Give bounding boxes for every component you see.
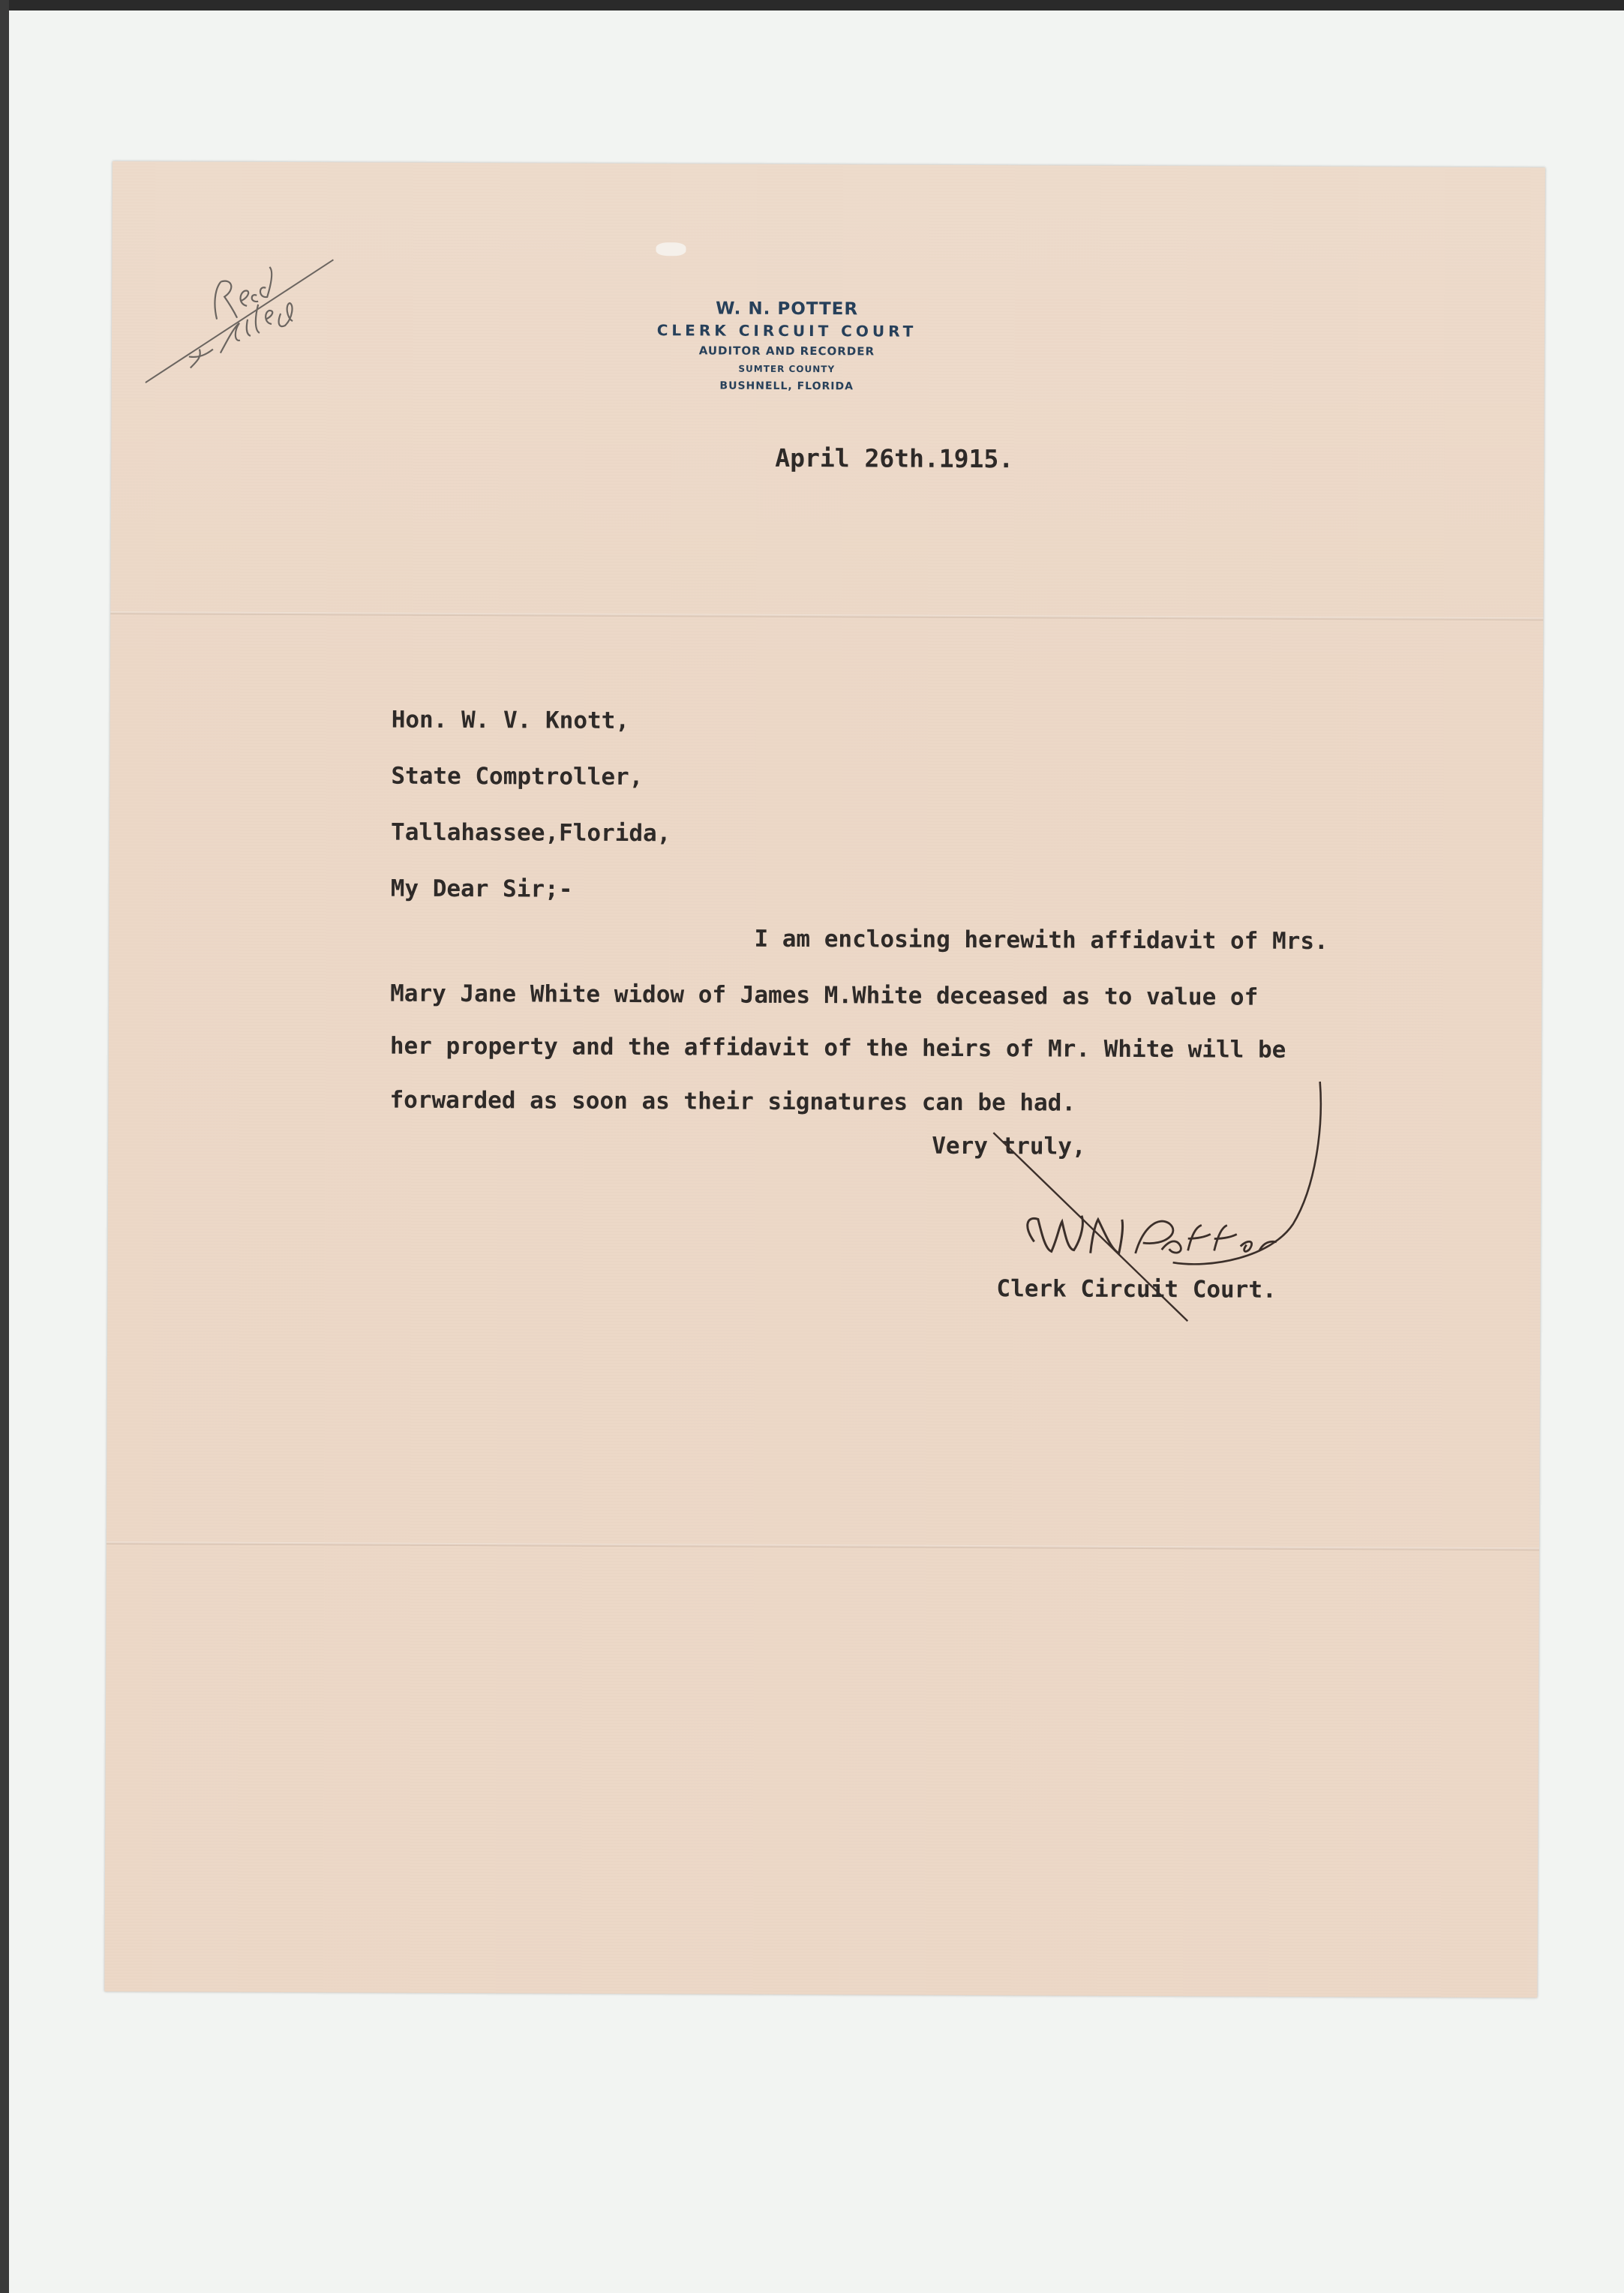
body-line: I am enclosing herewith affidavit of Mrs.	[754, 925, 1328, 956]
signature-n	[1091, 1220, 1123, 1253]
closing: Very truly,	[932, 1132, 1086, 1160]
signature-w	[1028, 1215, 1083, 1251]
body-line: her property and the affidavit of the heirs of Mr. White will be	[389, 1032, 1286, 1064]
letter-paper	[104, 161, 1545, 1997]
letterhead-name: W. N. POTTER	[716, 299, 859, 320]
letter-date: April 26th.1915.	[775, 443, 1014, 474]
scan-top-edge	[0, 0, 1624, 11]
signature	[962, 1065, 1384, 1382]
letterhead	[629, 299, 945, 393]
body-line: forwarded as soon as their signatures can be had.	[389, 1086, 1076, 1117]
recipient-name: Hon. W. V. Knott,	[391, 706, 630, 735]
scan-left-edge	[0, 0, 9, 2293]
signature-potter	[1136, 1221, 1277, 1254]
handwritten-note	[146, 229, 341, 395]
note-word-filed	[189, 302, 293, 368]
signature-title: Clerk Circuit Court.	[996, 1275, 1277, 1304]
signature-flourish	[1173, 1081, 1321, 1265]
letterhead-place: BUSHNELL, FLORIDA	[719, 380, 854, 393]
paper-smudge	[656, 242, 686, 256]
body-line: Mary Jane White widow of James M.White deceased as to value of	[390, 980, 1259, 1011]
letterhead-county: SUMTER COUNTY	[738, 363, 836, 375]
note-diagonal-line	[146, 259, 334, 383]
recipient-title: State Comptroller,	[391, 762, 644, 791]
fold-line	[107, 1541, 1539, 1550]
recipient-location: Tallahassee,Florida,	[391, 818, 671, 848]
fold-line	[110, 611, 1543, 620]
salutation: My Dear Sir;-	[390, 875, 573, 903]
letterhead-role: AUDITOR AND RECORDER	[698, 344, 875, 359]
note-word-recd	[215, 267, 272, 320]
letterhead-title: CLERK CIRCUIT COURT	[656, 321, 917, 341]
